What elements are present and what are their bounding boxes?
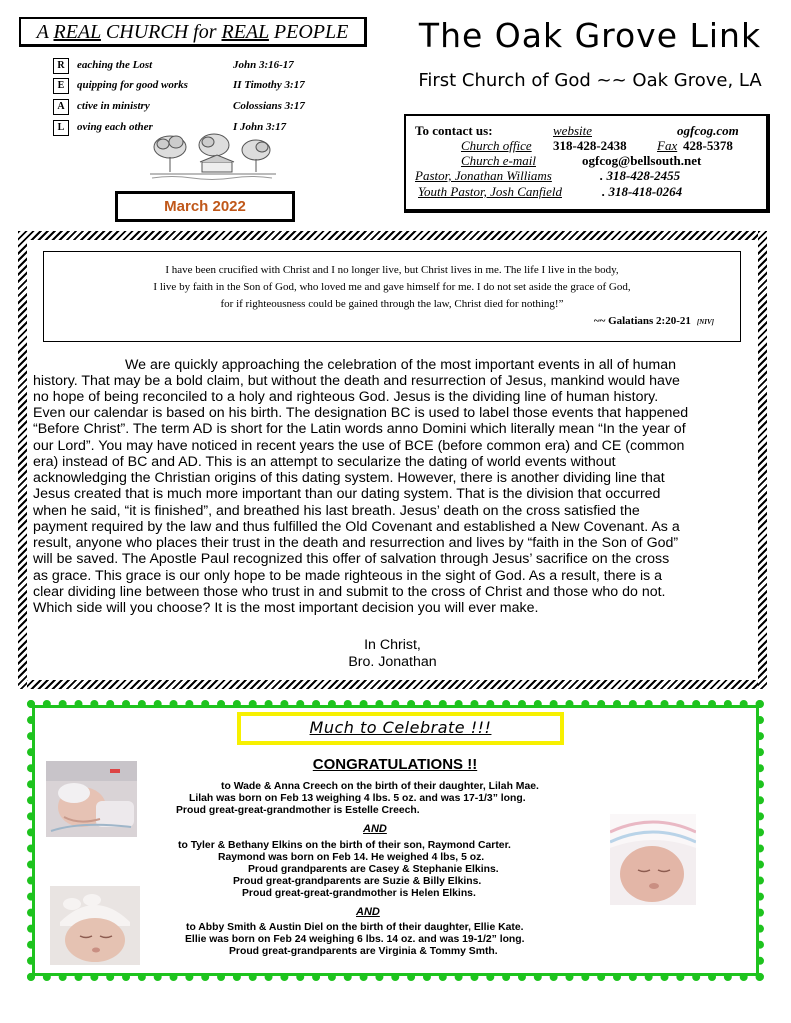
acronym-ref: I John 3:17 <box>233 121 287 133</box>
acronym-text: ctive in ministry <box>77 100 150 112</box>
announcement-line: Lilah was born on Feb 13 weighing 4 lbs. 5 oz. and was 17-1/3” long. <box>189 793 526 804</box>
fax-label: Fax <box>657 138 678 153</box>
tagline-part: REAL <box>221 21 269 43</box>
article-signature: Bro. Jonathan <box>348 654 437 670</box>
tagline-part: REAL <box>53 21 101 43</box>
church-trees-illustration <box>148 130 278 182</box>
announcement-line: Ellie was born on Feb 24 weighing 6 lbs. 14 oz. and was 19-1/2” long. <box>185 934 525 945</box>
announcement-line: to Abby Smith & Austin Diel on the birth of their daughter, Ellie Kate. <box>186 922 524 933</box>
announcement-line: Proud great-grandparents are Virginia & Tommy Smth. <box>229 946 498 957</box>
tagline-part: A <box>36 21 54 43</box>
acronym-row <box>53 58 353 76</box>
announcement-line: Proud great-great-grandmother is Estelle Creech. <box>176 805 420 816</box>
article-line: clear dividing line between those who trust in and submit to the cross of Christ and those who do not. <box>33 584 666 600</box>
acronym-letter: L <box>53 120 69 136</box>
article-line: when he said, “it is finished”, and breathed his last breath. Jesus’ death on the cross satisfied the <box>33 503 640 519</box>
article-line: acknowledging the Christian origins of this dating system. However, there is another dividing line that <box>33 470 665 486</box>
acronym-row <box>53 99 353 117</box>
acronym-letter: R <box>53 58 69 74</box>
pastor-label: Pastor, Jonathan Williams <box>415 168 552 183</box>
contact-box <box>404 114 770 213</box>
article-line: as grace. This grace is our only hope to be made righteous in the sight of God. As a result, there is a <box>33 568 663 584</box>
article-line: no hope of being reconciled to a holy and righteous God. Jesus is the dividing line of human history. <box>33 389 659 405</box>
acronym-ref: II Timothy 3:17 <box>233 79 305 91</box>
pastor-phone: . 318-428-2455 <box>600 168 681 183</box>
article-line: Even our calendar is based on his birth. The designation BC is used to label those events that happened <box>33 405 689 421</box>
acronym-ref: Colossians 3:17 <box>233 100 305 112</box>
announcement-line: Proud great-grandparents are Suzie & Billy Elkins. <box>233 876 482 887</box>
contact-heading: To contact us: <box>415 123 493 138</box>
hatched-border-top <box>18 231 767 240</box>
acronym-ref: John 3:16-17 <box>233 59 294 71</box>
tagline-part: PEOPLE <box>268 21 349 43</box>
congratulations-heading: CONGRATULATIONS !! <box>312 756 478 773</box>
celebrate-banner-text: Much to Celebrate !!! <box>309 718 492 737</box>
church-email-value[interactable]: ogfcog@bellsouth.net <box>582 153 702 168</box>
article-line: history. That may be a bold claim, but without the death and resurrection of Jesus, mankind would have <box>33 373 680 389</box>
issue-date: March 2022 <box>115 191 295 222</box>
tagline-part: CHURCH for <box>100 21 222 43</box>
article-line: result, anyone who places their trust in the death and resurrection and lives by “faith in the Son of God” <box>33 535 679 551</box>
article-line: our Lord”. You may have noticed in recent years the use of BCE (before common era) and CE (common <box>33 438 685 454</box>
baby-photo-raymond <box>610 814 696 905</box>
hatched-border-left <box>18 231 27 689</box>
article-line: “Before Christ”. The term AD is short for the Latin words anno Domini which literally mean “In the year of <box>33 421 686 437</box>
church-office-phone: 318-428-2438 <box>553 138 627 153</box>
website-value[interactable]: ogfcog.com <box>677 123 739 138</box>
article-line: Jesus created that is much more important than our dating system. That is the division that occurred <box>33 486 661 502</box>
hatched-border-right <box>758 231 767 689</box>
article-line: will be saved. The Apostle Paul recognized this offer of salvation through Jesus’ sacrifice on the cross <box>33 551 670 567</box>
acronym-text: oving each other <box>77 121 153 133</box>
verse-reference-text: ~~ Galatians 2:20-21 <box>593 315 691 327</box>
article-line: We are quickly approaching the celebration of the most important events in all of human <box>125 357 676 373</box>
baby-photo-lilah <box>46 761 137 837</box>
verse-line: I have been crucified with Christ and I no longer live, but Christ lives in me. The life I live in the body, <box>165 264 619 276</box>
announcement-line: to Wade & Anna Creech on the birth of their daughter, Lilah Mae. <box>221 781 539 792</box>
announcement-line: Raymond was born on Feb 14. He weighed 4 lbs, 5 oz. <box>218 852 485 863</box>
and-separator: AND <box>356 906 380 918</box>
announcement-line: to Tyler & Bethany Elkins on the birth of their son, Raymond Carter. <box>178 840 511 851</box>
verse-version: [NIV] <box>696 318 714 326</box>
youth-pastor-phone: . 318-418-0264 <box>602 184 683 199</box>
article-line: payment required by the law and thus fulfilled the Old Covenant and established a New Covenant. As a <box>33 519 680 535</box>
fax-number: 428-5378 <box>683 138 733 153</box>
acronym-letter: A <box>53 99 69 115</box>
church-office-label: Church office <box>461 138 532 153</box>
website-link-label[interactable]: website <box>553 123 592 138</box>
and-separator: AND <box>363 823 387 835</box>
article-line: Which side will you choose? It is the most important decision you will ever make. <box>33 600 539 616</box>
acronym-row <box>53 78 353 96</box>
acronym-text: quipping for good works <box>77 79 188 91</box>
hatched-border-bottom <box>18 680 767 689</box>
announcement-line: Proud great-great-grandmother is Helen Elkins. <box>242 888 476 899</box>
baby-photo-ellie <box>50 886 140 965</box>
article-closing: In Christ, <box>364 637 421 653</box>
newsletter-subtitle: First Church of God ~~ Oak Grove, LA <box>418 70 762 91</box>
announcement-line: Proud grandparents are Casey & Stephanie Elkins. <box>248 864 499 875</box>
acronym-text: eaching the Lost <box>77 59 153 71</box>
article-line: era) instead of BC and AD. This is an attempt to secularize the dating of world events without <box>33 454 616 470</box>
youth-pastor-label: Youth Pastor, Josh Canfield <box>418 184 562 199</box>
tagline-banner <box>19 17 367 47</box>
verse-line: for if righteousness could be gained through the law, Christ died for nothing!” <box>220 298 564 310</box>
scripture-verse-box <box>43 251 741 342</box>
acronym-letter: E <box>53 78 69 94</box>
newsletter-title: The Oak Grove Link <box>418 16 762 55</box>
celebrate-banner <box>237 712 564 745</box>
church-email-label: Church e-mail <box>461 153 536 168</box>
verse-line: I live by faith in the Son of God, who loved me and gave himself for me. I do not set aside the grace of God, <box>153 281 631 293</box>
verse-reference <box>594 315 714 327</box>
